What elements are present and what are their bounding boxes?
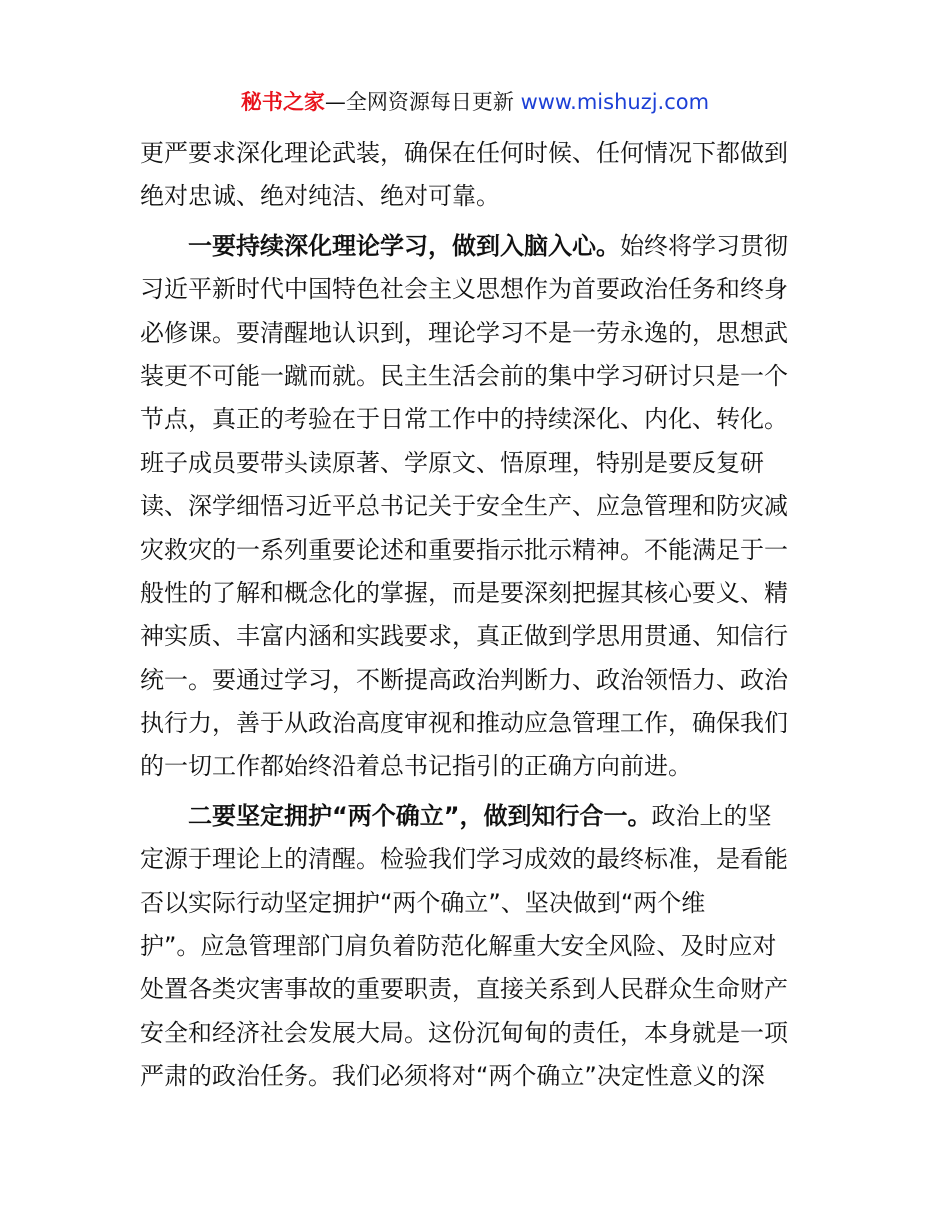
header-tagline: —全网资源每日更新 <box>324 90 514 114</box>
paragraph-first-line <box>140 225 812 268</box>
paragraph-first-line-text: 始终将学习贯彻 <box>620 231 788 260</box>
paragraph-2 <box>140 225 812 789</box>
text-line: 执行力，善于从政治高度审视和推动应急管理工作，确保我们 <box>140 709 788 738</box>
paragraph-3 <box>140 795 812 1099</box>
text-line: 护”。应急管理部门肩负着防范化解重大安全风险、及时应对 <box>140 932 777 961</box>
text-line: 统一。要通过学习，不断提高政治判断力、政治领悟力、政治 <box>140 665 788 694</box>
paragraph-first-line-text: 政治上的坚 <box>651 801 772 830</box>
paragraph-heading: 二要坚定拥护“两个确立”，做到知行合一。 <box>188 801 652 830</box>
text-line: 神实质、丰富内涵和实践要求，真正做到学思用贯通、知信行 <box>140 622 788 651</box>
paragraph-first-line <box>140 795 812 838</box>
text-line: 灾救灾的一系列重要论述和重要指示批示精神。不能满足于一 <box>140 535 788 564</box>
text-line: 严肃的政治任务。我们必须将对“两个确立”决定性意义的深 <box>140 1062 765 1091</box>
document-body <box>140 132 812 1099</box>
text-line: 更严要求深化理论武装，确保在任何时候、任何情况下都做到 <box>140 139 788 167</box>
paragraph-1 <box>140 132 812 219</box>
text-line: 习近平新时代中国特色社会主义思想作为首要政治任务和终身 <box>140 275 788 304</box>
text-line: 般性的了解和概念化的掌握，而是要深刻把握其核心要义、精 <box>140 578 788 607</box>
text-line: 定源于理论上的清醒。检验我们学习成效的最终标准，是看能 <box>140 845 788 874</box>
text-line: 节点，真正的考验在于日常工作中的持续深化、内化、转化。 <box>140 405 788 434</box>
text-line: 处置各类灾害事故的重要职责，直接关系到人民群众生命财产 <box>140 975 788 1004</box>
text-line: 的一切工作都始终沿着总书记指引的正确方向前进。 <box>140 752 692 781</box>
page-header <box>0 86 950 118</box>
text-line: 否以实际行动坚定拥护“两个确立”、坚决做到“两个维 <box>140 888 706 917</box>
text-line: 必修课。要清醒地认识到，理论学习不是一劳永逸的，思想武 <box>140 318 788 347</box>
brand-name: 秘书之家 <box>240 90 325 114</box>
text-line: 班子成员要带头读原著、学原文、悟原理，特别是要反复研 <box>140 448 764 477</box>
text-line: 安全和经济社会发展大局。这份沉甸甸的责任，本身就是一项 <box>140 1018 788 1047</box>
paragraph-heading: 一要持续深化理论学习，做到入脑入心。 <box>188 231 620 260</box>
text-line: 绝对忠诚、绝对纯洁、绝对可靠。 <box>140 182 500 211</box>
text-line: 读、深学细悟习近平总书记关于安全生产、应急管理和防灾减 <box>140 492 788 521</box>
text-line: 装更不可能一蹴而就。民主生活会前的集中学习研讨只是一个 <box>140 361 788 390</box>
site-url[interactable]: www.mishuzj.com <box>520 90 710 114</box>
